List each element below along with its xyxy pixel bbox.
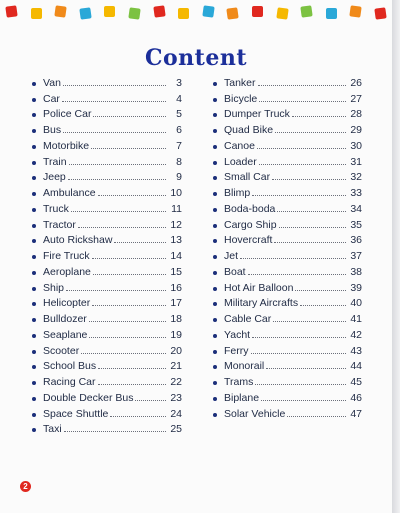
entry-page-number: 9 — [176, 171, 182, 184]
entry-page-number: 12 — [170, 218, 182, 231]
contents-entry[interactable] — [213, 341, 362, 357]
bullet-icon — [213, 302, 217, 306]
decorative-square-strip — [6, 6, 398, 20]
entry-title: Aeroplane — [43, 265, 91, 278]
entry-page-number: 5 — [176, 108, 182, 121]
dot-leader — [266, 368, 346, 369]
contents-entry[interactable] — [32, 215, 182, 231]
dot-leader — [68, 179, 166, 180]
dot-leader — [248, 274, 346, 275]
dot-leader — [63, 132, 166, 133]
bullet-icon — [32, 397, 36, 401]
contents-entry[interactable] — [213, 325, 362, 341]
dot-leader — [81, 353, 166, 354]
bullet-icon — [213, 98, 217, 102]
decorative-square — [31, 8, 42, 19]
contents-entry[interactable] — [213, 278, 362, 294]
bullet-icon — [32, 82, 36, 86]
entry-page-number: 44 — [350, 360, 362, 373]
contents-entry[interactable] — [32, 325, 182, 341]
entry-page-number: 7 — [176, 139, 182, 152]
decorative-square — [128, 7, 140, 19]
entry-title: Van — [43, 76, 61, 89]
bullet-icon — [213, 381, 217, 385]
entry-title: Bus — [43, 124, 62, 136]
entry-title: Hovercraft — [224, 234, 273, 247]
entry-title: School Bus — [43, 360, 97, 373]
entry-page-number: 39 — [350, 281, 362, 294]
dot-leader — [240, 258, 346, 259]
entry-page-number: 23 — [170, 391, 182, 404]
contents-entry[interactable] — [32, 341, 182, 357]
bullet-icon — [213, 287, 217, 291]
dot-leader — [252, 195, 346, 196]
decorative-square — [350, 5, 362, 17]
dot-leader — [93, 274, 166, 275]
contents-entry[interactable] — [32, 73, 182, 89]
contents-column-right — [213, 73, 362, 420]
entry-title: Tractor — [43, 218, 76, 231]
entry-title: Bicycle — [224, 92, 258, 105]
entry-page-number: 28 — [350, 108, 362, 121]
entry-title: Police Car — [43, 108, 92, 121]
bullet-icon — [213, 192, 217, 196]
bullet-icon — [213, 334, 217, 338]
contents-entry[interactable] — [32, 199, 182, 215]
dot-leader — [93, 116, 166, 117]
contents-entry[interactable] — [213, 372, 362, 388]
entry-page-number: 22 — [170, 376, 182, 388]
bullet-icon — [213, 176, 217, 180]
dot-leader — [63, 85, 166, 86]
dot-leader — [261, 400, 346, 401]
entry-title: Helicopter — [43, 297, 91, 310]
decorative-square — [374, 7, 386, 19]
entry-title: Space Shuttle — [43, 407, 109, 420]
entry-page-number: 38 — [350, 265, 362, 278]
contents-entry[interactable] — [213, 231, 362, 247]
decorative-square — [202, 5, 214, 17]
entry-page-number: 30 — [350, 139, 362, 152]
entry-title: Ambulance — [43, 187, 96, 199]
entry-title: Tanker — [224, 76, 256, 89]
decorative-square — [300, 5, 312, 17]
bullet-icon — [32, 224, 36, 228]
dot-leader — [114, 242, 166, 243]
dot-leader — [251, 353, 347, 354]
contents-entry[interactable] — [213, 262, 362, 278]
entry-page-number: 27 — [350, 92, 362, 105]
bullet-icon — [32, 271, 36, 275]
dot-leader — [69, 164, 166, 165]
entry-title: Military Aircrafts — [224, 297, 299, 310]
entry-title: Car — [43, 92, 60, 105]
bullet-icon — [213, 365, 217, 369]
contents-entry[interactable] — [32, 420, 182, 436]
contents-entry[interactable] — [213, 309, 362, 325]
entry-title: Boat — [224, 265, 246, 278]
entry-page-number: 40 — [350, 297, 362, 310]
contents-entry[interactable] — [213, 120, 362, 136]
dot-leader — [279, 227, 346, 228]
entry-title: Yacht — [224, 328, 251, 341]
entry-title: Auto Rickshaw — [43, 234, 113, 247]
entry-page-number: 18 — [170, 313, 182, 325]
contents-entry[interactable] — [32, 152, 182, 168]
entry-title: Boda-boda — [224, 202, 276, 215]
bullet-icon — [32, 334, 36, 338]
entry-page-number: 15 — [170, 265, 182, 278]
bullet-icon — [32, 208, 36, 212]
entry-title: Taxi — [43, 423, 62, 436]
contents-entry[interactable] — [32, 309, 182, 325]
entry-title: Truck — [43, 202, 69, 215]
dot-leader — [62, 101, 166, 102]
dot-leader — [78, 227, 166, 228]
entry-title: Monorail — [224, 360, 265, 373]
decorative-square — [227, 7, 239, 19]
bullet-icon — [213, 129, 217, 133]
entry-page-number: 47 — [350, 407, 362, 420]
dot-leader — [273, 321, 346, 322]
dot-leader — [92, 305, 166, 306]
bullet-icon — [32, 350, 36, 354]
entry-title: Small Car — [224, 171, 271, 184]
entry-title: Seaplane — [43, 328, 88, 341]
entry-title: Canoe — [224, 139, 255, 152]
entry-title: Racing Car — [43, 376, 96, 388]
contents-entry[interactable] — [32, 136, 182, 152]
decorative-square — [178, 8, 189, 19]
contents-entry[interactable] — [213, 294, 362, 310]
entry-title: Loader — [224, 155, 257, 168]
contents-entry[interactable] — [213, 357, 362, 373]
entry-page-number: 6 — [176, 124, 182, 136]
dot-leader — [252, 337, 346, 338]
entry-page-number: 45 — [350, 376, 362, 388]
decorative-square — [5, 5, 17, 17]
entry-title: Solar Vehicle — [224, 407, 286, 420]
bullet-icon — [32, 302, 36, 306]
entry-page-number: 34 — [350, 202, 362, 215]
bullet-icon — [213, 239, 217, 243]
contents-entry[interactable] — [32, 89, 182, 105]
entry-page-number: 20 — [170, 344, 182, 357]
entry-page-number: 11 — [171, 202, 182, 215]
entry-page-number: 4 — [176, 92, 182, 105]
bullet-icon — [213, 318, 217, 322]
dot-leader — [98, 384, 166, 385]
entry-page-number: 10 — [170, 187, 182, 199]
dot-leader — [71, 211, 166, 212]
entry-page-number: 32 — [350, 171, 362, 184]
entry-title: Biplane — [224, 391, 260, 404]
dot-leader — [257, 148, 346, 149]
entry-page-number: 33 — [350, 187, 362, 199]
bullet-icon — [32, 255, 36, 259]
bullet-icon — [32, 145, 36, 149]
dot-leader — [277, 211, 346, 212]
entry-page-number: 24 — [170, 407, 182, 420]
contents-entry[interactable] — [32, 105, 182, 121]
entry-page-number: 13 — [170, 234, 182, 247]
bullet-icon — [32, 318, 36, 322]
dot-leader — [98, 368, 166, 369]
entry-title: Ferry — [224, 344, 249, 357]
bullet-icon — [32, 365, 36, 369]
entry-title: Trams — [224, 376, 254, 388]
entry-page-number: 41 — [350, 313, 362, 325]
decorative-square — [276, 7, 288, 19]
contents-entry[interactable] — [213, 73, 362, 89]
contents-entry[interactable] — [213, 152, 362, 168]
entry-title: Blimp — [224, 187, 251, 199]
bullet-icon — [32, 161, 36, 165]
entry-page-number: 46 — [350, 391, 362, 404]
entry-title: Bulldozer — [43, 313, 87, 325]
dot-leader — [135, 400, 166, 401]
dot-leader — [92, 258, 166, 259]
contents-entry[interactable] — [213, 105, 362, 121]
entry-title: Double Decker Bus — [43, 391, 134, 404]
contents-entry[interactable] — [32, 388, 182, 404]
dot-leader — [259, 101, 346, 102]
entry-page-number: 29 — [350, 124, 362, 136]
dot-leader — [292, 116, 346, 117]
dot-leader — [274, 242, 346, 243]
contents-column-left — [32, 73, 182, 435]
bullet-icon — [213, 413, 217, 417]
entry-page-number: 14 — [170, 250, 182, 262]
bullet-icon — [32, 239, 36, 243]
entry-page-number: 3 — [176, 76, 182, 89]
contents-entry[interactable] — [213, 404, 362, 420]
entry-title: Jet — [224, 250, 239, 262]
decorative-square — [153, 5, 165, 17]
bullet-icon — [213, 113, 217, 117]
dot-leader — [295, 290, 346, 291]
page-edge — [392, 0, 400, 513]
bullet-icon — [32, 428, 36, 432]
dot-leader — [98, 195, 166, 196]
contents-entry[interactable] — [32, 262, 182, 278]
bullet-icon — [32, 129, 36, 133]
dot-leader — [64, 431, 166, 432]
contents-entry[interactable] — [213, 168, 362, 184]
contents-entry[interactable] — [32, 404, 182, 420]
entry-page-number: 37 — [350, 250, 362, 262]
entry-page-number: 26 — [350, 76, 362, 89]
contents-entry[interactable] — [32, 278, 182, 294]
contents-entry[interactable] — [32, 294, 182, 310]
bullet-icon — [213, 350, 217, 354]
bullet-icon — [213, 208, 217, 212]
entry-title: Scooter — [43, 344, 80, 357]
contents-entry[interactable] — [213, 199, 362, 215]
page-number-badge: 2 — [20, 481, 31, 492]
entry-page-number: 16 — [170, 281, 182, 294]
entry-page-number: 31 — [350, 155, 362, 168]
dot-leader — [259, 164, 346, 165]
decorative-square — [326, 8, 337, 19]
entry-page-number: 17 — [170, 297, 182, 310]
page-title: Content — [145, 44, 247, 71]
contents-entry[interactable] — [213, 183, 362, 199]
entry-title: Cargo Ship — [224, 218, 277, 231]
contents-entry[interactable] — [32, 231, 182, 247]
bullet-icon — [213, 397, 217, 401]
entry-title: Cable Car — [224, 313, 272, 325]
entry-page-number: 42 — [350, 328, 362, 341]
dot-leader — [110, 416, 166, 417]
entry-page-number: 8 — [176, 155, 182, 168]
bullet-icon — [32, 176, 36, 180]
contents-entry[interactable] — [213, 136, 362, 152]
bullet-icon — [32, 192, 36, 196]
contents-entry[interactable] — [32, 246, 182, 262]
bullet-icon — [213, 255, 217, 259]
dot-leader — [258, 85, 346, 86]
decorative-square — [54, 5, 66, 17]
dot-leader — [91, 148, 166, 149]
entry-page-number: 19 — [170, 328, 182, 341]
entry-page-number: 43 — [350, 344, 362, 357]
bullet-icon — [213, 161, 217, 165]
decorative-square — [104, 6, 115, 17]
entry-title: Dumper Truck — [224, 108, 290, 121]
dot-leader — [300, 305, 346, 306]
entry-title: Quad Bike — [224, 124, 274, 136]
contents-entry[interactable] — [213, 246, 362, 262]
entry-title: Train — [43, 155, 67, 168]
contents-entry[interactable] — [32, 183, 182, 199]
dot-leader — [272, 179, 346, 180]
bullet-icon — [32, 98, 36, 102]
entry-page-number: 25 — [170, 423, 182, 436]
bullet-icon — [32, 381, 36, 385]
bullet-icon — [213, 145, 217, 149]
bullet-icon — [32, 113, 36, 117]
entry-page-number: 21 — [170, 360, 182, 373]
decorative-square — [252, 6, 263, 17]
decorative-square — [79, 7, 91, 19]
entry-title: Fire Truck — [43, 250, 90, 262]
bullet-icon — [213, 271, 217, 275]
bullet-icon — [32, 413, 36, 417]
entry-page-number: 36 — [350, 234, 362, 247]
entry-page-number: 35 — [350, 218, 362, 231]
entry-title: Jeep — [43, 171, 66, 184]
entry-title: Motorbike — [43, 139, 90, 152]
contents-entry[interactable] — [213, 215, 362, 231]
dot-leader — [255, 384, 346, 385]
contents-entry[interactable] — [32, 120, 182, 136]
bullet-icon — [213, 224, 217, 228]
contents-entry[interactable] — [213, 89, 362, 105]
contents-entry[interactable] — [32, 357, 182, 373]
contents-entry[interactable] — [32, 168, 182, 184]
bullet-icon — [32, 287, 36, 291]
dot-leader — [66, 290, 166, 291]
contents-entry[interactable] — [213, 388, 362, 404]
entry-title: Ship — [43, 281, 65, 294]
dot-leader — [275, 132, 346, 133]
dot-leader — [287, 416, 346, 417]
contents-entry[interactable] — [32, 372, 182, 388]
bullet-icon — [213, 82, 217, 86]
dot-leader — [89, 321, 166, 322]
dot-leader — [89, 337, 166, 338]
entry-title: Hot Air Balloon — [224, 281, 294, 294]
